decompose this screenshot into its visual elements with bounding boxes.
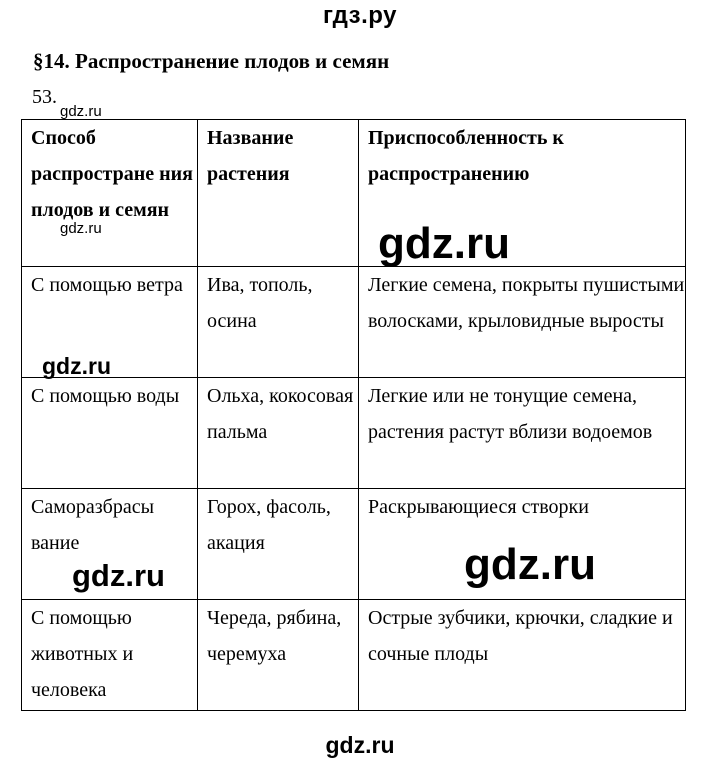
table-header-row (22, 120, 686, 267)
site-header: гдз.ру (323, 2, 397, 29)
table-row (22, 600, 686, 711)
watermark: gdz.ru (72, 558, 165, 593)
watermark: gdz.ru (42, 353, 111, 379)
site-footer: gdz.ru (325, 732, 395, 758)
watermark: gdz.ru (60, 220, 102, 237)
task-number: 53. (32, 86, 57, 108)
cell-method: С помощью ветра (22, 267, 198, 378)
cell-adaptation: Острые зубчики, крючки, сладкие и сочные плоды (359, 600, 686, 711)
cell-adaptation: Легкие или не тонущие семена, растения растут вблизи водоемов (359, 378, 686, 489)
cell-plants: Горох, фасоль, акация (198, 489, 359, 600)
cell-plants: Ива, тополь, осина (198, 267, 359, 378)
column-header-adaptation: Приспособленность к распространению (359, 120, 686, 267)
table-row (22, 267, 686, 378)
cell-method: Саморазбрасы вание (22, 489, 198, 600)
cell-method: С помощью животных и человека (22, 600, 198, 711)
cell-plants: Ольха, кокосовая пальма (198, 378, 359, 489)
cell-method: С помощью воды (22, 378, 198, 489)
section-title: §14. Распространение плодов и семян (33, 49, 390, 73)
column-header-plants: Название растения (198, 120, 359, 267)
column-header-method: Способ распростране ния плодов и семян (22, 120, 198, 267)
watermark: gdz.ru (378, 219, 510, 268)
cell-adaptation: Легкие семена, покрыты пушистыми волосками, крыловидные выросты (359, 267, 686, 378)
watermark: gdz.ru (464, 540, 596, 589)
cell-adaptation: Раскрывающиеся створки (359, 489, 686, 600)
dispersal-table (21, 119, 686, 711)
cell-plants: Череда, рябина, черемуха (198, 600, 359, 711)
table-row (22, 378, 686, 489)
watermark: gdz.ru (60, 103, 102, 120)
